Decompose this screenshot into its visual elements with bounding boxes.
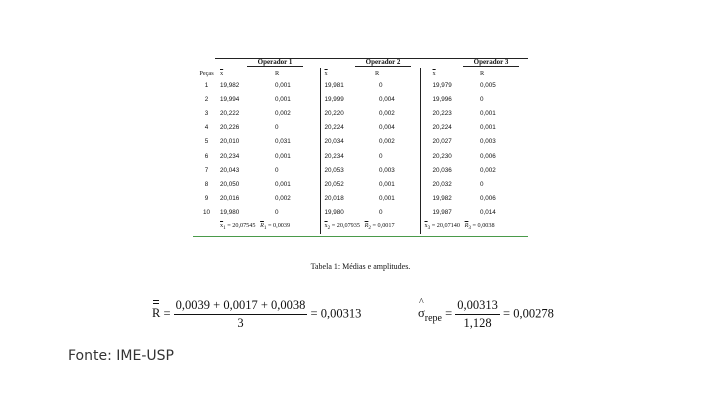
r-numerator: 0,0039 + 0,0017 + 0,0038: [174, 298, 308, 315]
xbar-cell-op3: 19,982: [432, 195, 452, 203]
xbar-cell-op2: 19,981: [324, 81, 344, 89]
xbar-cell-op1: 20,050: [220, 180, 240, 188]
xbar-cell-op1: 20,234: [220, 152, 240, 160]
xbar-cell-op2: 20,224: [324, 124, 344, 132]
r-denominator: 3: [237, 316, 244, 330]
xbar-cell-op3: 19,979: [432, 81, 452, 89]
xbar-cell-op1: 19,994: [220, 95, 240, 103]
peca-number: 8: [204, 180, 209, 188]
r-cell-op1: 0,001: [275, 177, 320, 191]
footer-operator-1: $\overline{x}_1 = 20,07545$ $\overline{R}_1 = 0,0039$: [220, 220, 320, 234]
r-cell-op2: 0,001: [375, 192, 420, 206]
r-cell-op2: 0: [375, 78, 420, 92]
operator-header-row: [193, 58, 528, 68]
r-cell-op2: 0: [375, 149, 420, 163]
r-cell-op1: 0,001: [275, 78, 320, 92]
peca-number: 5: [204, 138, 209, 146]
operator-2-title: Operador 2: [343, 58, 423, 66]
xbar-cell-op1: 20,010: [220, 138, 240, 146]
table-footer-row: [193, 220, 528, 234]
col-r-2: R: [375, 68, 420, 78]
sigma-fraction: [455, 298, 500, 331]
table-row: [193, 78, 528, 92]
footer-operator-3: $\overline{x}_3 = 20,07140$ $\overline{R}_3 = 0,0038$: [424, 222, 495, 232]
r-cell-op1: 0,001: [275, 149, 320, 163]
table-block: [193, 58, 528, 271]
column-header-row: [193, 68, 528, 78]
r-cell-op1: 0,002: [275, 192, 320, 206]
r-cell-op1: 0,002: [275, 106, 320, 120]
r-cell-op3: 0,014: [480, 209, 496, 217]
xbar-cell-op3: 19,996: [432, 95, 452, 103]
peca-number: 3: [204, 109, 209, 117]
xbar-cell-op3: 20,230: [432, 152, 452, 160]
source-caption: Fonte: IME-USP: [68, 348, 174, 364]
r-cell-op3: 0,005: [480, 81, 496, 89]
peca-number: 6: [204, 152, 209, 160]
r-cell-op3: 0: [480, 95, 484, 103]
peca-number: 7: [204, 166, 209, 174]
xbar-cell-op3: 20,223: [432, 109, 452, 117]
r-cell-op3: 0,001: [480, 124, 496, 132]
table-row: [193, 192, 528, 206]
r-cell-op3: 0,003: [480, 138, 496, 146]
peca-number: 1: [204, 81, 209, 89]
xbar-cell-op2: 20,018: [324, 195, 344, 203]
col-r-1: R: [275, 68, 320, 78]
r-cell-op2: 0,002: [375, 106, 420, 120]
xbar-cell-op2: 20,034: [324, 138, 344, 146]
footer-operator-2: $\overline{x}_2 = 20,07935$ $\overline{R}_2 = 0,0017$: [320, 220, 420, 234]
sigma-denominator: 1,128: [463, 316, 492, 330]
col-xbar-1: $\overline{x}$: [220, 69, 224, 77]
formula-sigma-repe: ^ $\sigma_{repe}$ = $\frac{0,00313}{1,128}$ = 0,00278: [418, 297, 554, 330]
xbar-cell-op2: 20,053: [324, 166, 344, 174]
xbar-cell-op1: 20,043: [220, 166, 240, 174]
r-cell-op3: 0,006: [480, 152, 496, 160]
r-cell-op1: 0,031: [275, 135, 320, 149]
operator-1-title: Operador 1: [235, 58, 315, 66]
r-fraction: [174, 298, 308, 331]
xbar-cell-op1: 19,982: [220, 81, 240, 89]
xbar-cell-op1: 19,980: [220, 209, 240, 217]
table-row: [193, 206, 528, 220]
xbar-cell-op3: 20,027: [432, 138, 452, 146]
col-xbar-2: $\overline{x}$: [324, 69, 328, 77]
operator-3-title: Operador 3: [451, 58, 531, 66]
table-row: [193, 177, 528, 191]
peca-number: 4: [204, 124, 209, 132]
xbar-cell-op3: 20,036: [432, 166, 452, 174]
r-cell-op3: 0,006: [480, 195, 496, 203]
r-cell-op1: 0: [275, 206, 320, 220]
r-result: = 0,00313: [310, 306, 362, 321]
xbar-cell-op3: 20,224: [432, 124, 452, 132]
r-cell-op3: 0,002: [480, 166, 496, 174]
table-bottom-rule: [193, 236, 528, 237]
r-cell-op2: 0,001: [375, 177, 420, 191]
xbar-cell-op2: 19,999: [324, 95, 344, 103]
r-cell-op1: 0,001: [275, 92, 320, 106]
table-row: [193, 106, 528, 120]
table-row: [193, 149, 528, 163]
r-cell-op1: 0: [275, 163, 320, 177]
xbar-cell-op2: 20,234: [324, 152, 344, 160]
r-cell-op2: 0,002: [375, 135, 420, 149]
formula-r-double-bar: R = $\frac{0,0039 + 0,0017 + 0,0038}{3}$ = 0,00313: [152, 298, 362, 330]
peca-number: 2: [204, 95, 209, 103]
xbar-cell-op3: 19,987: [432, 209, 452, 217]
table-row: [193, 163, 528, 177]
table-row: [193, 121, 528, 135]
xbar-cell-op1: 20,016: [220, 195, 240, 203]
xbar-cell-op1: 20,222: [220, 109, 240, 117]
table-row: [193, 92, 528, 106]
averages-ranges-table: [193, 68, 528, 234]
xbar-cell-op2: 19,980: [324, 209, 344, 217]
table-row: [193, 135, 528, 149]
sigma-result: = 0,00278: [503, 306, 554, 321]
xbar-cell-op1: 20,226: [220, 124, 240, 132]
col-xbar-3: $\overline{x}$: [432, 69, 436, 77]
r-cell-op2: 0,003: [375, 163, 420, 177]
peca-number: 10: [202, 209, 210, 217]
r-cell-op2: 0: [375, 206, 420, 220]
table-caption: Tabela 1: Médias e amplitudes.: [310, 262, 411, 271]
xbar-cell-op3: 20,032: [432, 180, 452, 188]
r-double-bar-symbol: R: [152, 306, 161, 321]
r-cell-op1: 0: [275, 121, 320, 135]
r-cell-op2: 0,004: [375, 92, 420, 106]
xbar-cell-op2: 20,052: [324, 180, 344, 188]
sigma-hat-symbol: ^ σ: [418, 297, 425, 321]
r-cell-op2: 0,004: [375, 121, 420, 135]
xbar-cell-op2: 20,220: [324, 109, 344, 117]
peca-number: 9: [204, 195, 209, 203]
pecas-header: Peças: [199, 69, 214, 77]
col-r-3: R: [480, 69, 485, 77]
r-cell-op3: 0: [480, 180, 484, 188]
sigma-numerator: 0,00313: [455, 298, 500, 315]
r-cell-op3: 0,001: [480, 109, 496, 117]
